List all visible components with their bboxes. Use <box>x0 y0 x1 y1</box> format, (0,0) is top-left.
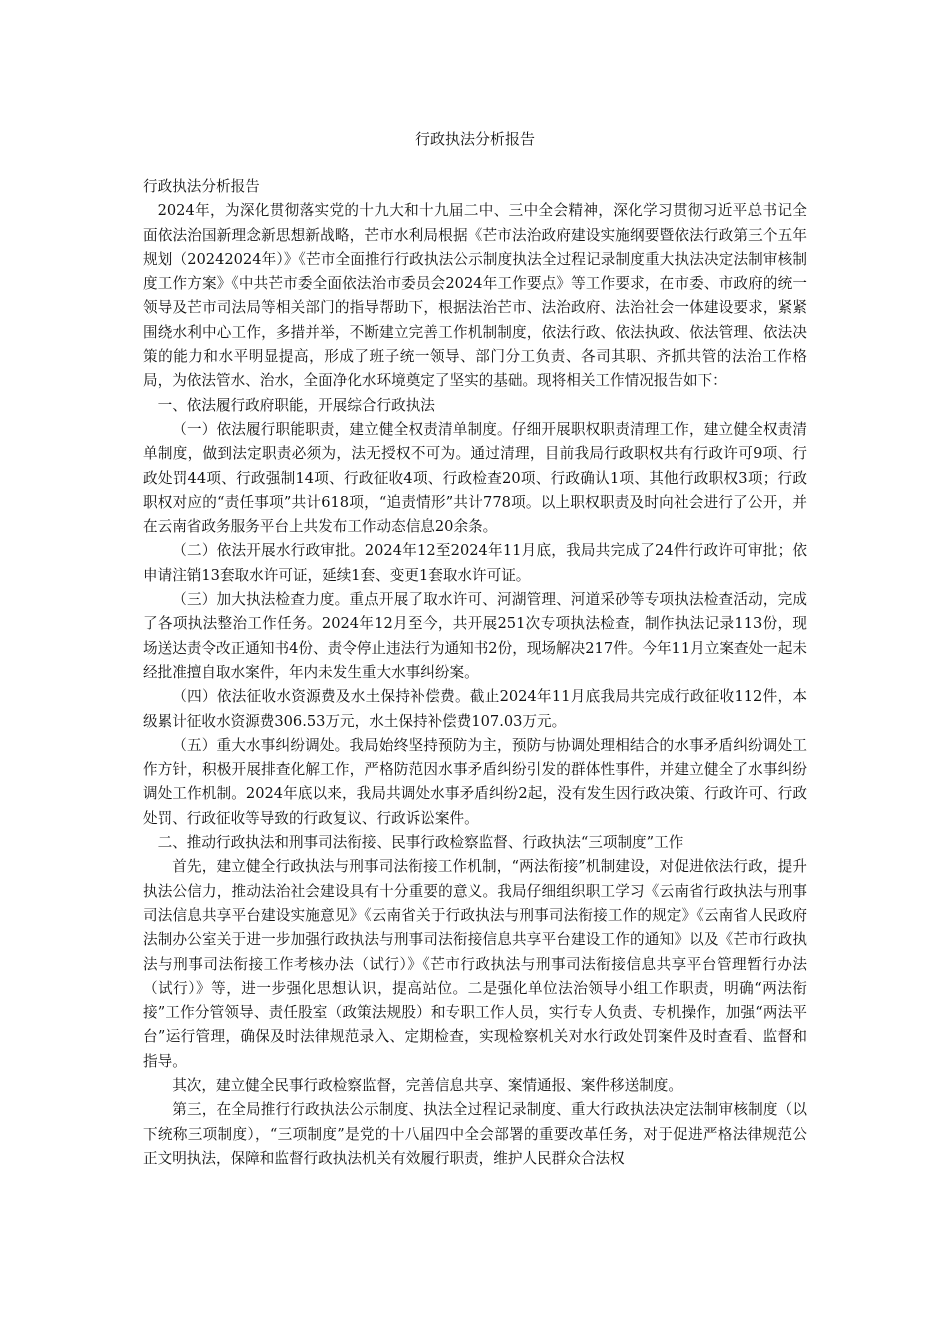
paragraph-1-4: （四）依法征收水资源费及水土保持补偿费。截止2024年11月底我局共完成行政征收112件，本级累计征收水资源费306.53万元，水土保持补偿费107.03万元。 <box>143 688 807 730</box>
paragraph-2-1: 首先，建立健全行政执法与刑事司法衔接工作机制，“两法衔接”机制建设，对促进依法行政，提升执法公信力，推动法治社会建设具有十分重要的意义。我局仔细组织职工学习《云南省行政执法与刑事司法信息共享平台建设实施意见》《云南省关于行政执法与刑事司法衔接工作的规定》《云南省人民政府法制办公室关于进一步加强行政执法与刑事司法衔接信息共享平台建设工作的通知》以及《芒市行政执法与刑事司法衔接工作考核办法（试行）》《芒市行政执法与刑事司法衔接信息共享平台管理暂行办法（试行）》等，进一步强化思想认识，提高站位。二是强化单位法治领导小组工作职责，明确“两法衔接”工作分管领导、责任股室（政策法规股）和专职工作人员，实行专人负责、专机操作，加强“两法平台”运行管理，确保及时法律规范录入、定期检查，实现检察机关对水行政处罚案件及时查看、监督和指导。 <box>143 858 807 1070</box>
paragraph-1-5: （五）重大水事纠纷调处。我局始终坚持预防为主，预防与协调处理相结合的水事矛盾纠纷调处工作方针，积极开展排查化解工作，严格防范因水事矛盾纠纷引发的群体性事件，并建立健全了水事纠纷调处工作机制。2024年底以来，我局共调处水事矛盾纠纷2起，没有发生因行政决策、行政许可、行政处罚、行政征收等导致的行政复议、行政诉讼案件。 <box>143 736 807 827</box>
document-body <box>143 175 807 1171</box>
paragraph-1-1: （一）依法履行职能职责，建立健全权责清单制度。仔细开展职权职责清理工作，建立健全权责清单制度，做到法定职责必须为，法无授权不可为。通过清理，目前我局行政职权共有行政许可9项、行政处罚44项、行政强制14项、行政征收4项、行政检查20项、行政确认1项、其他行政职权3项；行政职权对应的“责任事项”共计618项，“追责情形”共计778项。以上职权职责及时向社会进行了公开，并在云南省政务服务平台上共发布工作动态信息20余条。 <box>143 420 807 536</box>
section-heading-1: 一、依法履行政府职能，开展综合行政执法 <box>157 396 435 414</box>
paragraph-2-3: 第三，在全局推行行政执法公示制度、执法全过程记录制度、重大行政执法决定法制审核制度（以下统称三项制度），“三项制度”是党的十八届四中全会部署的重要改革任务，对于促进严格法律规范公正文明执法，保障和监督行政执法机关有效履行职责，维护人民群众合法权 <box>143 1101 807 1167</box>
paragraph-intro: 2024年，为深化贯彻落实党的十九大和十九届二中、三中全会精神，深化学习贯彻习近平总书记全面依法治国新理念新思想新战略，芒市水利局根据《芒市法治政府建设实施纲要暨依法行政第三个五年规划（20242024年）》《芒市全面推行行政执法公示制度执法全过程记录制度重大执法决定法制审核制度工作方案》《中共芒市委全面依法治市委员会2024年工作要点》等工作要求，在市委、市政府的统一领导及芒市司法局等相关部门的指导帮助下，根据法治芒市、法治政府、法治社会一体建设要求，紧紧围绕水利中心工作，多措并举，不断建立完善工作机制制度，依法行政、依法执政、依法管理、依法决策的能力和水平明显提高，形成了班子统一领导、部门分工负责、各司其职、齐抓共管的法治工作格局，为依法管水、治水，全面净化水环境奠定了坚实的基础。现将相关工作情况报告如下： <box>143 202 807 390</box>
body-heading: 行政执法分析报告 <box>143 178 260 195</box>
paragraph-1-3: （三）加大执法检查力度。重点开展了取水许可、河湖管理、河道采砂等专项执法检查活动，完成了各项执法整治工作任务。2024年12月至今，共开展251次专项执法检查，制作执法记录113份，现场送达责令改正通知书4份、责令停止违法行为通知书2份，现场解决217件。今年11月立案查处一起未经批准擅自取水案件，年内未发生重大水事纠纷案。 <box>143 591 807 681</box>
paragraph-1-2: （二）依法开展水行政审批。2024年12至2024年11月底，我局共完成了24件行政许可审批；依申请注销13套取水许可证，延续1套、变更1套取水许可证。 <box>143 542 807 584</box>
section-heading-2: 二、推动行政执法和刑事司法衔接、民事行政检察监督、行政执法“三项制度”工作 <box>157 834 684 852</box>
paragraph-2-2: 其次，建立健全民事行政检察监督，完善信息共享、案情通报、案件移送制度。 <box>172 1076 683 1094</box>
document-title: 行政执法分析报告 <box>414 130 535 148</box>
